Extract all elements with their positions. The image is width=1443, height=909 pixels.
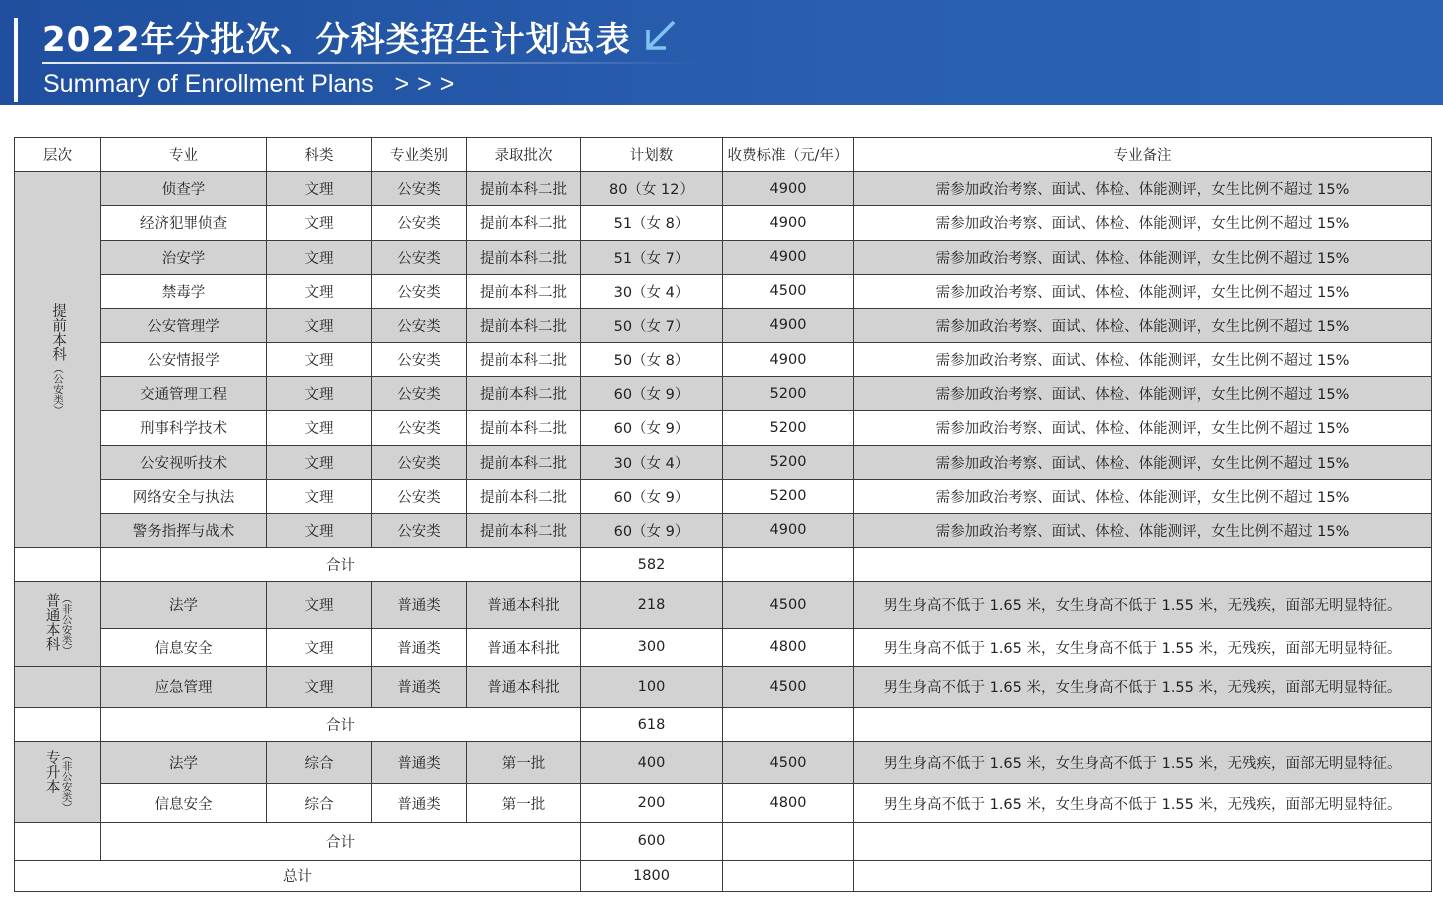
- page-title: 2022年分批次、分科类招生计划总表: [42, 20, 631, 60]
- cell-major: 网络安全与执法: [101, 479, 267, 513]
- subtotal-fee: [723, 822, 854, 860]
- cell-major: 禁毒学: [101, 274, 267, 308]
- col-header-level: 层次: [15, 138, 101, 172]
- level-label: 专升本: [43, 750, 60, 794]
- subtotal-note: [854, 548, 1432, 582]
- subtotal-row: [15, 548, 1432, 582]
- cell-major: 公安视听技术: [101, 445, 267, 479]
- subtitle-arrows: >>>: [394, 70, 463, 98]
- cell-note: 男生身高不低于 1.65 米，女生身高不低于 1.55 米，无残疾，面部无明显特征。: [854, 628, 1432, 666]
- cell-fee: 4800: [723, 784, 854, 822]
- cell-major: 公安管理学: [101, 308, 267, 342]
- cell-type: 文理: [267, 628, 372, 666]
- cell-plan: 60（女 9）: [581, 377, 723, 411]
- table-row: [15, 377, 1432, 411]
- cell-batch: 提前本科二批: [467, 377, 581, 411]
- level-sublabel: （非公安类）: [60, 750, 73, 814]
- header-divider: [42, 62, 702, 64]
- cell-batch: 提前本科二批: [467, 513, 581, 547]
- subtotal-level-cell: [15, 822, 101, 860]
- cell-category: 公安类: [372, 479, 467, 513]
- cell-category: 公安类: [372, 274, 467, 308]
- table-row: [15, 628, 1432, 666]
- cell-note: 需参加政治考察、面试、体检、体能测评，女生比例不超过 15%: [854, 513, 1432, 547]
- cell-type: 综合: [267, 742, 372, 784]
- subtotal-value: 618: [581, 707, 723, 741]
- cell-category: 公安类: [372, 445, 467, 479]
- cell-plan: 50（女 8）: [581, 343, 723, 377]
- cell-major: 法学: [101, 582, 267, 628]
- level-label-vertical: [50, 303, 65, 416]
- cell-fee: 4500: [723, 742, 854, 784]
- cell-plan: 30（女 4）: [581, 274, 723, 308]
- cell-fee: 4900: [723, 308, 854, 342]
- page-subtitle: [43, 70, 462, 99]
- cell-category: 普通类: [372, 742, 467, 784]
- level-cell: [15, 172, 101, 548]
- level-label: 普通本科: [43, 592, 60, 651]
- cell-major: 治安学: [101, 240, 267, 274]
- cell-batch: 提前本科二批: [467, 479, 581, 513]
- grand-total-row: [15, 860, 1432, 891]
- cell-type: 文理: [267, 479, 372, 513]
- cell-plan: 30（女 4）: [581, 445, 723, 479]
- cell-batch: 普通本科批: [467, 666, 581, 707]
- cell-category: 公安类: [372, 411, 467, 445]
- level-sublabel: （公安类）: [52, 363, 64, 416]
- level-sublabel: （非公安类）: [60, 592, 73, 656]
- grand-total-fee: [723, 860, 854, 891]
- subtotal-note: [854, 707, 1432, 741]
- col-header-type: 科类: [267, 138, 372, 172]
- cell-category: 公安类: [372, 240, 467, 274]
- cell-type: 文理: [267, 377, 372, 411]
- cell-batch: 第一批: [467, 742, 581, 784]
- cell-type: 文理: [267, 206, 372, 240]
- cell-type: 文理: [267, 172, 372, 206]
- level-label-vertical: [43, 593, 71, 656]
- cell-batch: 提前本科二批: [467, 206, 581, 240]
- cell-fee: 4900: [723, 172, 854, 206]
- header-banner: [0, 0, 1443, 105]
- cell-note: 男生身高不低于 1.65 米，女生身高不低于 1.55 米，无残疾，面部无明显特征。: [854, 666, 1432, 707]
- cell-fee: 4900: [723, 206, 854, 240]
- cell-note: 需参加政治考察、面试、体检、体能测评，女生比例不超过 15%: [854, 308, 1432, 342]
- subtotal-fee: [723, 707, 854, 741]
- group-regular-undergrad: [15, 582, 1432, 742]
- cell-note: 男生身高不低于 1.65 米，女生身高不低于 1.55 米，无残疾，面部无明显特征。: [854, 582, 1432, 628]
- cell-major: 信息安全: [101, 628, 267, 666]
- cell-plan: 50（女 7）: [581, 308, 723, 342]
- cell-fee: 4900: [723, 240, 854, 274]
- table-row: [15, 513, 1432, 547]
- level-cell-empty: [15, 666, 101, 707]
- cell-note: 需参加政治考察、面试、体检、体能测评，女生比例不超过 15%: [854, 274, 1432, 308]
- grand-total-section: [15, 860, 1432, 891]
- cell-note: 需参加政治考察、面试、体检、体能测评，女生比例不超过 15%: [854, 411, 1432, 445]
- grand-total-value: 1800: [581, 860, 723, 891]
- subtotal-label: 合计: [101, 822, 581, 860]
- cell-category: 普通类: [372, 666, 467, 707]
- cell-fee: 4500: [723, 582, 854, 628]
- cell-note: 男生身高不低于 1.65 米，女生身高不低于 1.55 米，无残疾，面部无明显特征。: [854, 784, 1432, 822]
- subtotal-level-cell: [15, 548, 101, 582]
- subtotal-label: 合计: [101, 548, 581, 582]
- cell-note: 需参加政治考察、面试、体检、体能测评，女生比例不超过 15%: [854, 206, 1432, 240]
- cell-plan: 60（女 9）: [581, 513, 723, 547]
- cell-batch: 提前本科二批: [467, 274, 581, 308]
- cell-category: 公安类: [372, 172, 467, 206]
- cell-note: 需参加政治考察、面试、体检、体能测评，女生比例不超过 15%: [854, 445, 1432, 479]
- table-header-row: [15, 138, 1432, 172]
- cell-type: 文理: [267, 308, 372, 342]
- cell-plan: 80（女 12）: [581, 172, 723, 206]
- cell-fee: 4800: [723, 628, 854, 666]
- table-row: [15, 240, 1432, 274]
- cell-major: 警务指挥与战术: [101, 513, 267, 547]
- cell-batch: 提前本科二批: [467, 411, 581, 445]
- cell-plan: 218: [581, 582, 723, 628]
- cell-major: 信息安全: [101, 784, 267, 822]
- cell-batch: 提前本科二批: [467, 240, 581, 274]
- cell-fee: 5200: [723, 377, 854, 411]
- cell-note: 需参加政治考察、面试、体检、体能测评，女生比例不超过 15%: [854, 479, 1432, 513]
- header-accent-bar: [14, 18, 18, 102]
- grand-total-label: 总计: [15, 860, 581, 891]
- cell-batch: 普通本科批: [467, 628, 581, 666]
- table-row: [15, 666, 1432, 707]
- cell-note: 需参加政治考察、面试、体检、体能测评，女生比例不超过 15%: [854, 172, 1432, 206]
- cell-type: 文理: [267, 411, 372, 445]
- cell-type: 文理: [267, 274, 372, 308]
- cell-major: 应急管理: [101, 666, 267, 707]
- cell-note: 需参加政治考察、面试、体检、体能测评，女生比例不超过 15%: [854, 343, 1432, 377]
- subtotal-note: [854, 822, 1432, 860]
- cell-plan: 60（女 9）: [581, 411, 723, 445]
- cell-fee: 4500: [723, 274, 854, 308]
- cell-type: 文理: [267, 582, 372, 628]
- cell-major: 法学: [101, 742, 267, 784]
- cell-category: 公安类: [372, 513, 467, 547]
- cell-type: 文理: [267, 343, 372, 377]
- cell-category: 普通类: [372, 784, 467, 822]
- table-row: [15, 343, 1432, 377]
- cell-type: 综合: [267, 784, 372, 822]
- cell-plan: 51（女 8）: [581, 206, 723, 240]
- col-header-batch: 录取批次: [467, 138, 581, 172]
- enrollment-table-container: [14, 137, 1431, 892]
- cell-type: 文理: [267, 240, 372, 274]
- level-cell: [15, 742, 101, 822]
- table-row: [15, 411, 1432, 445]
- cell-fee: 5200: [723, 479, 854, 513]
- cell-batch: 提前本科二批: [467, 308, 581, 342]
- cell-category: 公安类: [372, 343, 467, 377]
- cell-type: 文理: [267, 513, 372, 547]
- grand-total-note: [854, 860, 1432, 891]
- subtotal-row: [15, 822, 1432, 860]
- cell-plan: 400: [581, 742, 723, 784]
- cell-note: 男生身高不低于 1.65 米，女生身高不低于 1.55 米，无残疾，面部无明显特征。: [854, 742, 1432, 784]
- cell-category: 普通类: [372, 582, 467, 628]
- table-row: [15, 784, 1432, 822]
- enrollment-table: [14, 137, 1432, 892]
- subtotal-value: 600: [581, 822, 723, 860]
- cell-category: 公安类: [372, 206, 467, 240]
- table-row: [15, 308, 1432, 342]
- cell-major: 公安情报学: [101, 343, 267, 377]
- level-cell: [15, 582, 101, 666]
- table-row: [15, 172, 1432, 206]
- cell-fee: 4500: [723, 666, 854, 707]
- cell-type: 文理: [267, 666, 372, 707]
- cell-note: 需参加政治考察、面试、体检、体能测评，女生比例不超过 15%: [854, 377, 1432, 411]
- table-row: [15, 274, 1432, 308]
- cell-batch: 提前本科二批: [467, 343, 581, 377]
- subtotal-fee: [723, 548, 854, 582]
- level-label-vertical: [43, 750, 71, 813]
- cell-major: 经济犯罪侦查: [101, 206, 267, 240]
- col-header-plan: 计划数: [581, 138, 723, 172]
- cell-major: 侦查学: [101, 172, 267, 206]
- table-row: [15, 742, 1432, 784]
- group-upgrade-undergrad: [15, 742, 1432, 861]
- cell-category: 公安类: [372, 308, 467, 342]
- table-row: [15, 206, 1432, 240]
- cell-fee: 4900: [723, 343, 854, 377]
- col-header-fee: 收费标准（元/年）: [723, 138, 854, 172]
- arrow-down-left-icon: [640, 16, 680, 56]
- cell-fee: 5200: [723, 445, 854, 479]
- cell-major: 交通管理工程: [101, 377, 267, 411]
- cell-batch: 第一批: [467, 784, 581, 822]
- subtotal-level-cell: [15, 707, 101, 741]
- cell-plan: 200: [581, 784, 723, 822]
- cell-plan: 300: [581, 628, 723, 666]
- cell-category: 公安类: [372, 377, 467, 411]
- cell-fee: 5200: [723, 411, 854, 445]
- cell-plan: 51（女 7）: [581, 240, 723, 274]
- col-header-major: 专业: [101, 138, 267, 172]
- group-early-undergrad: [15, 172, 1432, 582]
- cell-batch: 提前本科二批: [467, 445, 581, 479]
- subtitle-text: Summary of Enrollment Plans: [43, 70, 374, 98]
- table-row: [15, 479, 1432, 513]
- subtotal-value: 582: [581, 548, 723, 582]
- level-label: 提前本科: [50, 303, 67, 362]
- cell-batch: 普通本科批: [467, 582, 581, 628]
- col-header-category: 专业类别: [372, 138, 467, 172]
- cell-type: 文理: [267, 445, 372, 479]
- col-header-note: 专业备注: [854, 138, 1432, 172]
- cell-note: 需参加政治考察、面试、体检、体能测评，女生比例不超过 15%: [854, 240, 1432, 274]
- subtotal-row: [15, 707, 1432, 741]
- cell-category: 普通类: [372, 628, 467, 666]
- table-row: [15, 582, 1432, 628]
- cell-batch: 提前本科二批: [467, 172, 581, 206]
- table-row: [15, 445, 1432, 479]
- cell-major: 刑事科学技术: [101, 411, 267, 445]
- subtotal-label: 合计: [101, 707, 581, 741]
- cell-plan: 60（女 9）: [581, 479, 723, 513]
- cell-plan: 100: [581, 666, 723, 707]
- cell-fee: 4900: [723, 513, 854, 547]
